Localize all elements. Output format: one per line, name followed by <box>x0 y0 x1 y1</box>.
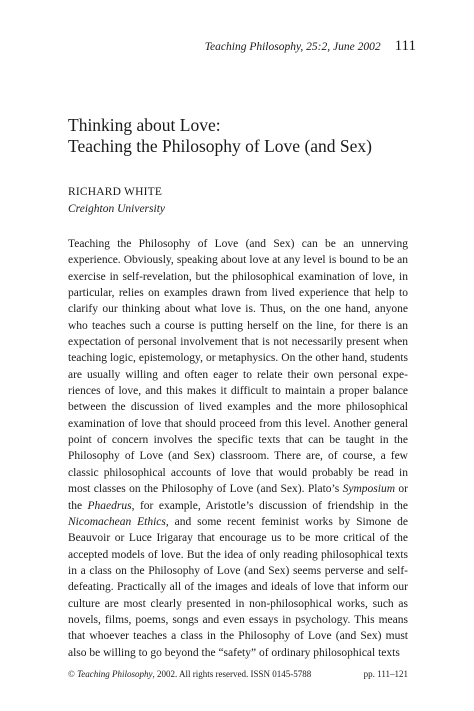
page-range: pp. 111–121 <box>363 669 408 679</box>
work-title-nicomachean-ethics: Nicomachean Ethics <box>68 515 166 528</box>
body-segment: Teaching the Philosophy of Love (and Sex) can be an unnerving experience. Obviously, speaking about love at any level is bound to be an exercise in self-revelation, but the philosophical examination of love, in particular, relies on examples drawn from lived experience that help to clarify our thinking about what love is. Thus, on the one hand, anyone who teaches such a course is putting herself on the line, for there is an expectation of personal involvement that is not necessarily present when teaching logic, epistemology, or metaphysics. On the other hand, students are usually willing and often eager to relate their own personal experiences of love, and this makes it difficult to maintain a proper balance between the discussion of lived examples and the more philosophical examination of love that should proceed from this level. Another general point of concern involves the specific texts that can be taught in the Philosophy of Love (and Sex) classroom. There are, of course, a few classic philosophical accounts of love that would probably be read in most classes on the Philosophy of Love (and Sex). Plato’s <box>68 238 408 496</box>
author-affiliation: Creighton University <box>68 203 165 215</box>
title-line-1: Thinking about Love: <box>68 115 221 135</box>
article-title <box>68 115 428 157</box>
copyright-notice <box>68 669 311 679</box>
copyright-symbol: © <box>68 669 78 679</box>
author-name: RICHARD WHITE <box>68 186 163 198</box>
body-segment: , and some recent feminist works by Simone de Beauvoir or Luce Irigaray that encourage us to be more critical of the accepted models of love. But the idea of only reading philosophical texts in a class on the Philosophy of Love (and Sex) seems perverse and self-defeating. Practically all of the images and ideals of love that inform our culture are most clearly presented in non-philosophical works, such as novels, films, poems, songs and even essays in psychology. This means that whoever teaches a class in the Philosophy of Love (and Sex) must also be willing to go beyond the “safety” of ordinary philosophical texts <box>68 515 408 659</box>
work-title-phaedrus: Phaedrus <box>87 499 132 512</box>
copyright-journal: Teaching Philosophy <box>77 669 153 679</box>
copyright-rest: , 2002. All rights reserved. ISSN 0145-5788 <box>152 669 312 679</box>
title-line-2: Teaching the Philosophy of Love (and Sex) <box>68 136 372 156</box>
body-text <box>68 236 408 661</box>
running-head <box>205 38 416 55</box>
work-title-symposium: Symposium <box>342 483 395 496</box>
page-number: 111 <box>394 38 416 54</box>
author-block <box>68 184 165 218</box>
body-paragraph <box>68 236 408 661</box>
page-footer <box>68 669 408 679</box>
body-segment: , for example, Aristotle’s discussion of friendship in the <box>131 499 408 512</box>
journal-issue: Teaching Philosophy, 25:2, June 2002 <box>204 41 381 53</box>
body-segment: or the <box>68 483 408 512</box>
